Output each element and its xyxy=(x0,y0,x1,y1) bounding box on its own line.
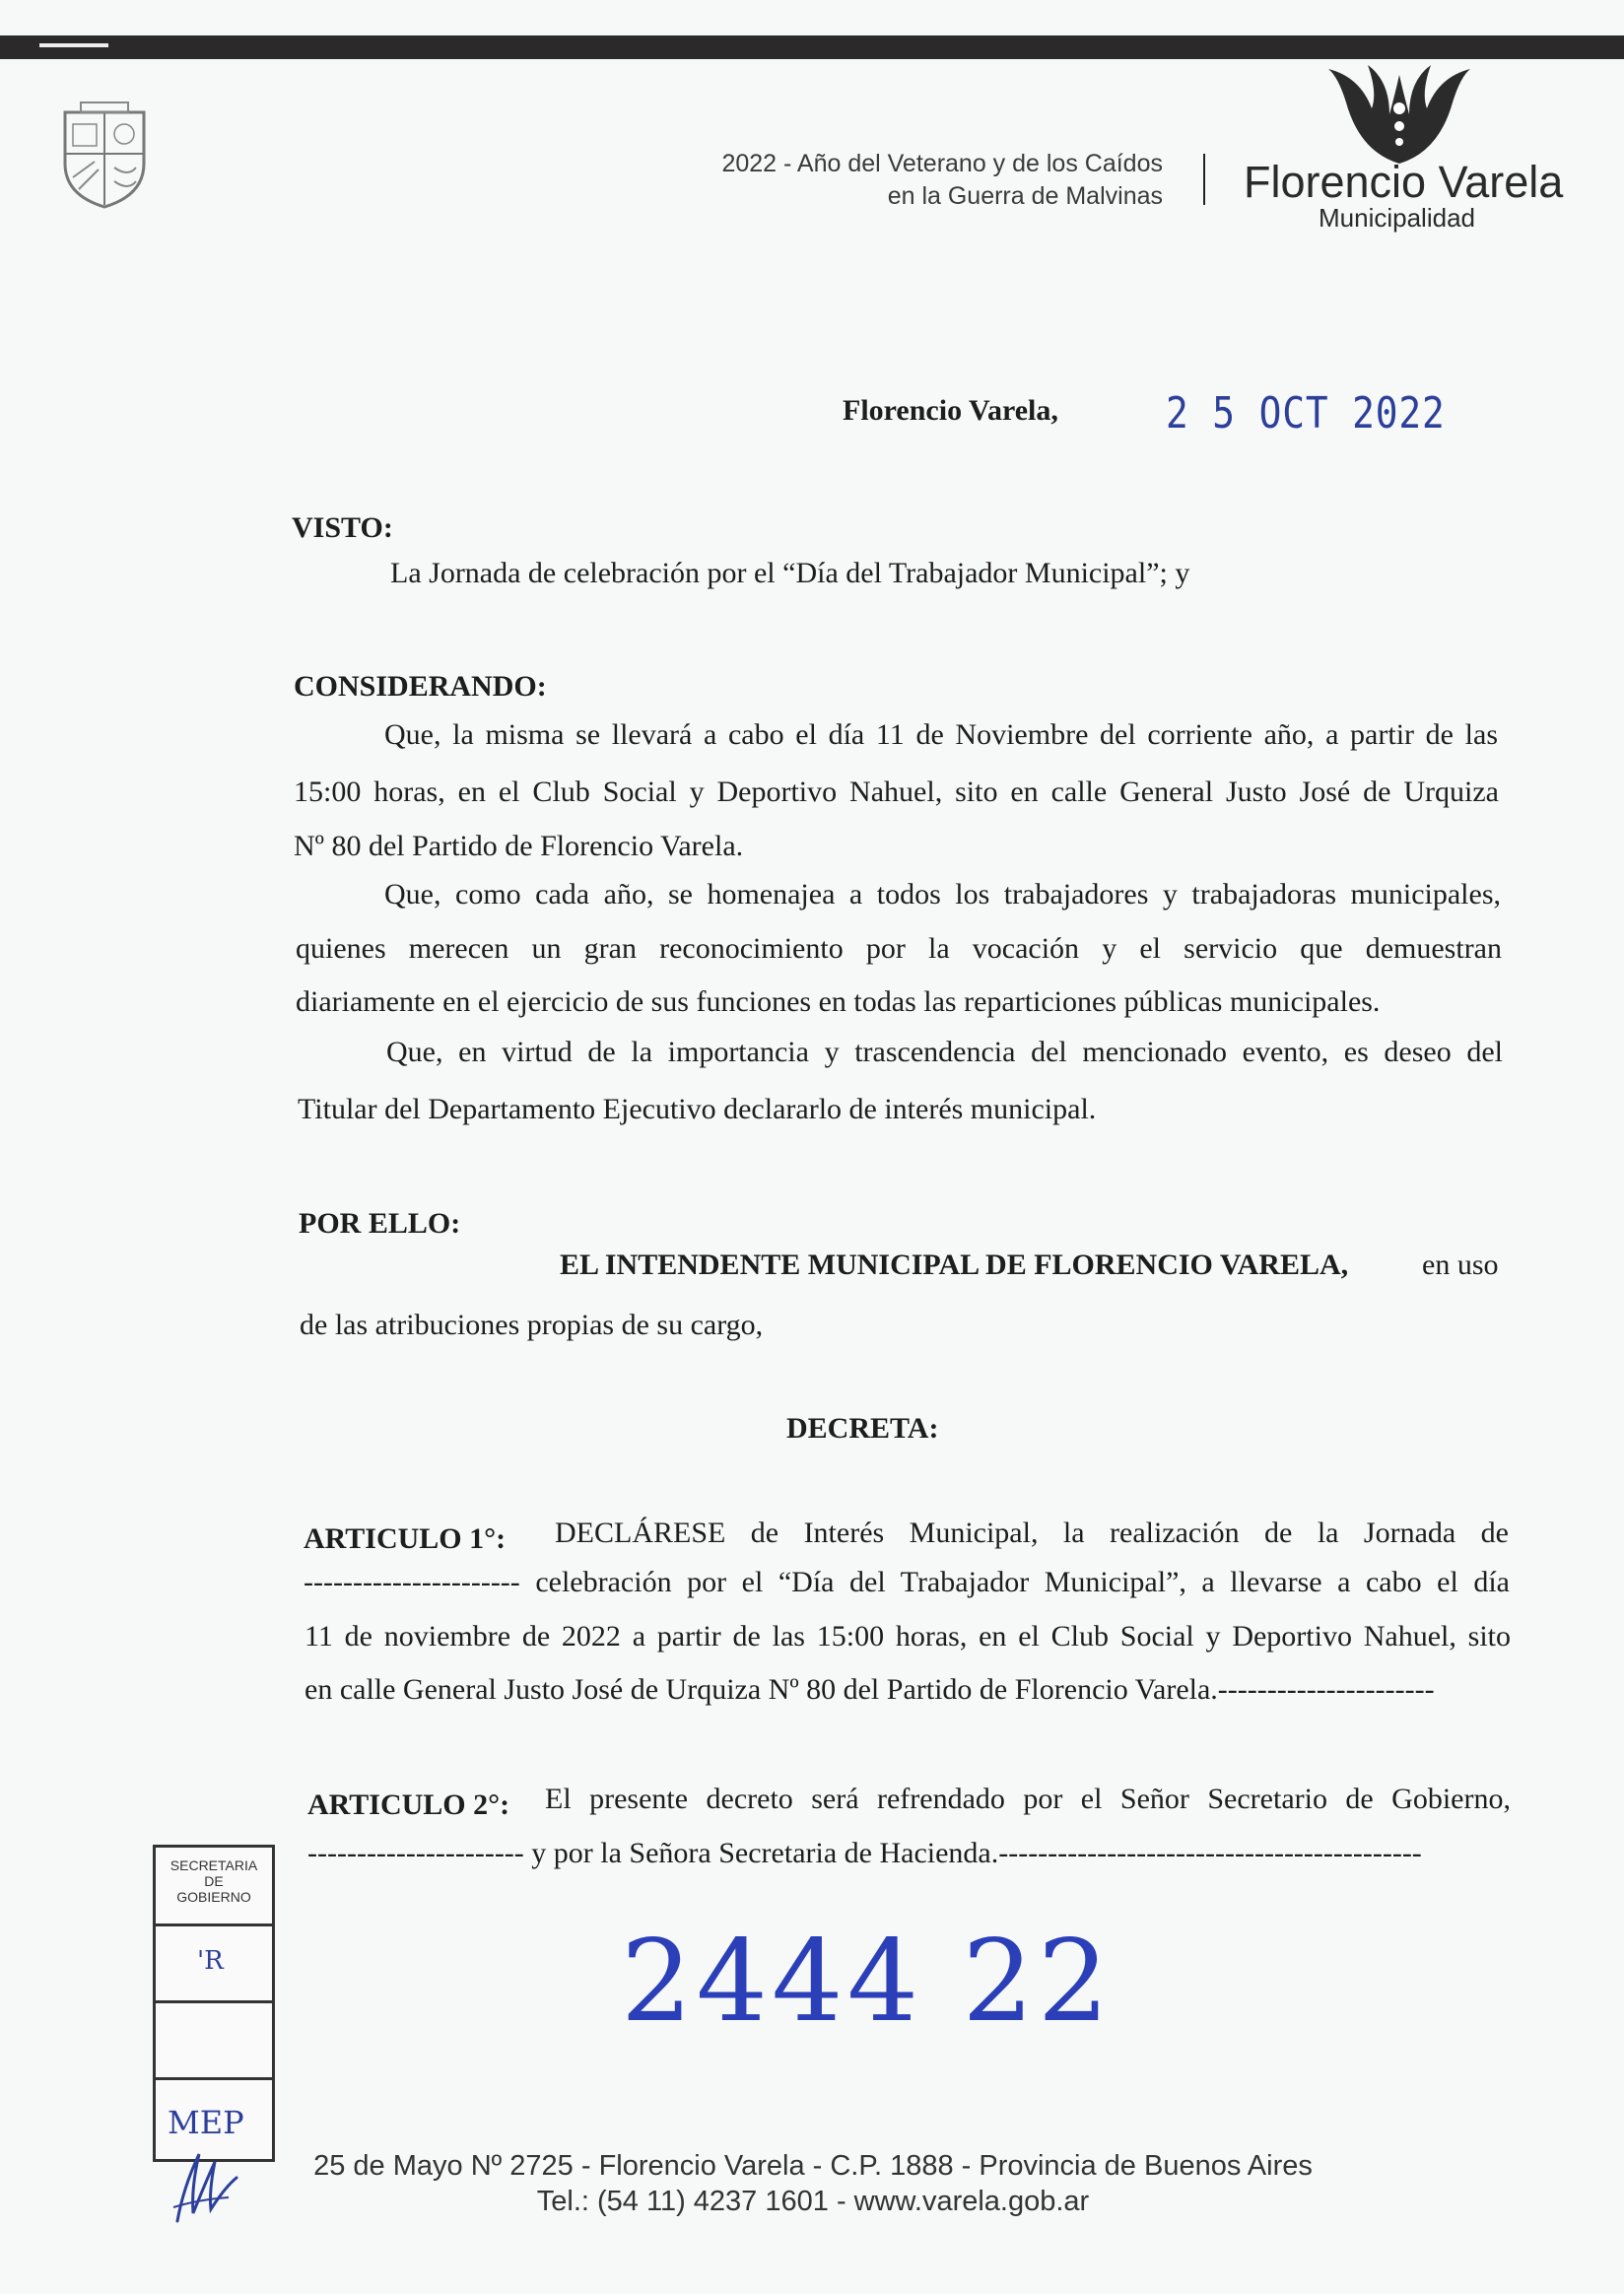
brand-name: Florencio Varela xyxy=(1244,157,1564,207)
articulo-1-line3: 11 de noviembre de 2022 a partir de las 15:00 horas, en el Club Social y Deportivo Nahuel, sito xyxy=(304,1620,1511,1653)
por-ello-line1-rest: en uso xyxy=(1422,1248,1499,1281)
articulo-1-label: ARTICULO 1°: xyxy=(304,1522,507,1555)
articulo-1-line2: ---------------------- celebración por el “Día del Trabajador Municipal”, a llevarse a cabo el día xyxy=(304,1566,1510,1598)
considerando-p1-line2: 15:00 horas, en el Club Social y Deportivo Nahuel, sito en calle General Justo José de Urquiza xyxy=(294,776,1499,808)
articulo-2-line2: ---------------------- y por la Señora Secretaria de Hacienda.------------------------------------------- xyxy=(307,1837,1422,1869)
por-ello-line2: de las atribuciones propias de su cargo, xyxy=(300,1309,764,1341)
footer-address: 25 de Mayo Nº 2725 - Florencio Varela - C.P. 1888 - Provincia de Buenos Aires xyxy=(313,2150,1313,2182)
considerando-p2-line2: quienes merecen un gran reconocimiento por la vocación y el servicio que demuestran xyxy=(296,932,1502,965)
considerando-p2-line1: Que, como cada año, se homenajea a todos los trabajadores y trabajadoras municipales, xyxy=(384,878,1501,911)
coat-of-arms-icon xyxy=(59,99,150,211)
considerando-p2-line3: diariamente en el ejercicio de sus funciones en todas las reparticiones públicas municipales. xyxy=(296,985,1381,1018)
decree-number: 2444 22 xyxy=(621,1916,1114,2047)
considerando-heading: CONSIDERANDO: xyxy=(294,670,547,703)
stamp-label-line1: SECRETARIA xyxy=(169,1857,258,1873)
brand-subtitle: Municipalidad xyxy=(1319,203,1475,233)
intendente-title: EL INTENDENTE MUNICIPAL DE FLORENCIO VARELA, xyxy=(560,1248,1349,1281)
visto-text: La Jornada de celebración por el “Día del Trabajador Municipal”; y xyxy=(390,557,1190,589)
header-separator xyxy=(1203,154,1205,205)
place-of-issue: Florencio Varela, xyxy=(843,394,1058,427)
top-border-notch xyxy=(39,43,108,47)
motto-line-1: 2022 - Año del Veterano y de los Caídos xyxy=(721,150,1163,177)
commemorative-motto xyxy=(552,148,1163,213)
stamp-divider-2 xyxy=(156,2000,272,2003)
considerando-p3-line2: Titular del Departamento Ejecutivo declararlo de interés municipal. xyxy=(298,1093,1097,1125)
date-stamp-text: 2 5 OCT 2022 xyxy=(1166,388,1446,439)
por-ello-heading: POR ELLO: xyxy=(299,1207,461,1240)
footer-contact: Tel.: (54 11) 4237 1601 - www.varela.gob.ar xyxy=(536,2186,1090,2217)
stamp-label-line3: GOBIERNO xyxy=(176,1889,251,1905)
articulo-2-label: ARTICULO 2°: xyxy=(307,1788,510,1821)
stamp-initials-1: 'R xyxy=(197,1946,224,1976)
decreta-heading: DECRETA: xyxy=(786,1412,939,1445)
top-border-bar xyxy=(0,35,1624,59)
visto-heading: VISTO: xyxy=(292,511,393,544)
date-stamp xyxy=(1166,388,1446,439)
stamp-divider-1 xyxy=(156,1923,272,1926)
stamp-label-line2: DE xyxy=(204,1873,224,1889)
secretaria-stamp xyxy=(153,1845,275,2162)
considerando-p1-line1: Que, la misma se llevará a cabo el día 11 de Noviembre del corriente año, a partir de las xyxy=(384,718,1498,751)
articulo-2-line1: El presente decreto será refrendado por el Señor Secretario de Gobierno, xyxy=(545,1783,1511,1815)
stamp-initials-2: MEP xyxy=(168,2104,244,2141)
considerando-p3-line1: Que, en virtud de la importancia y trascendencia del mencionado evento, es deseo del xyxy=(386,1036,1503,1068)
motto-line-2: en la Guerra de Malvinas xyxy=(887,182,1163,210)
articulo-1-line4: en calle General Justo José de Urquiza Nº 80 del Partido de Florencio Varela.---------------------- xyxy=(304,1673,1435,1706)
stamp-label xyxy=(156,1857,272,1905)
articulo-1-line1: DECLÁRESE de Interés Municipal, la realización de la Jornada de xyxy=(555,1517,1509,1549)
considerando-p1-line3: Nº 80 del Partido de Florencio Varela. xyxy=(294,830,744,862)
stamp-divider-3 xyxy=(156,2077,272,2080)
municipality-logo-icon xyxy=(1320,63,1478,166)
